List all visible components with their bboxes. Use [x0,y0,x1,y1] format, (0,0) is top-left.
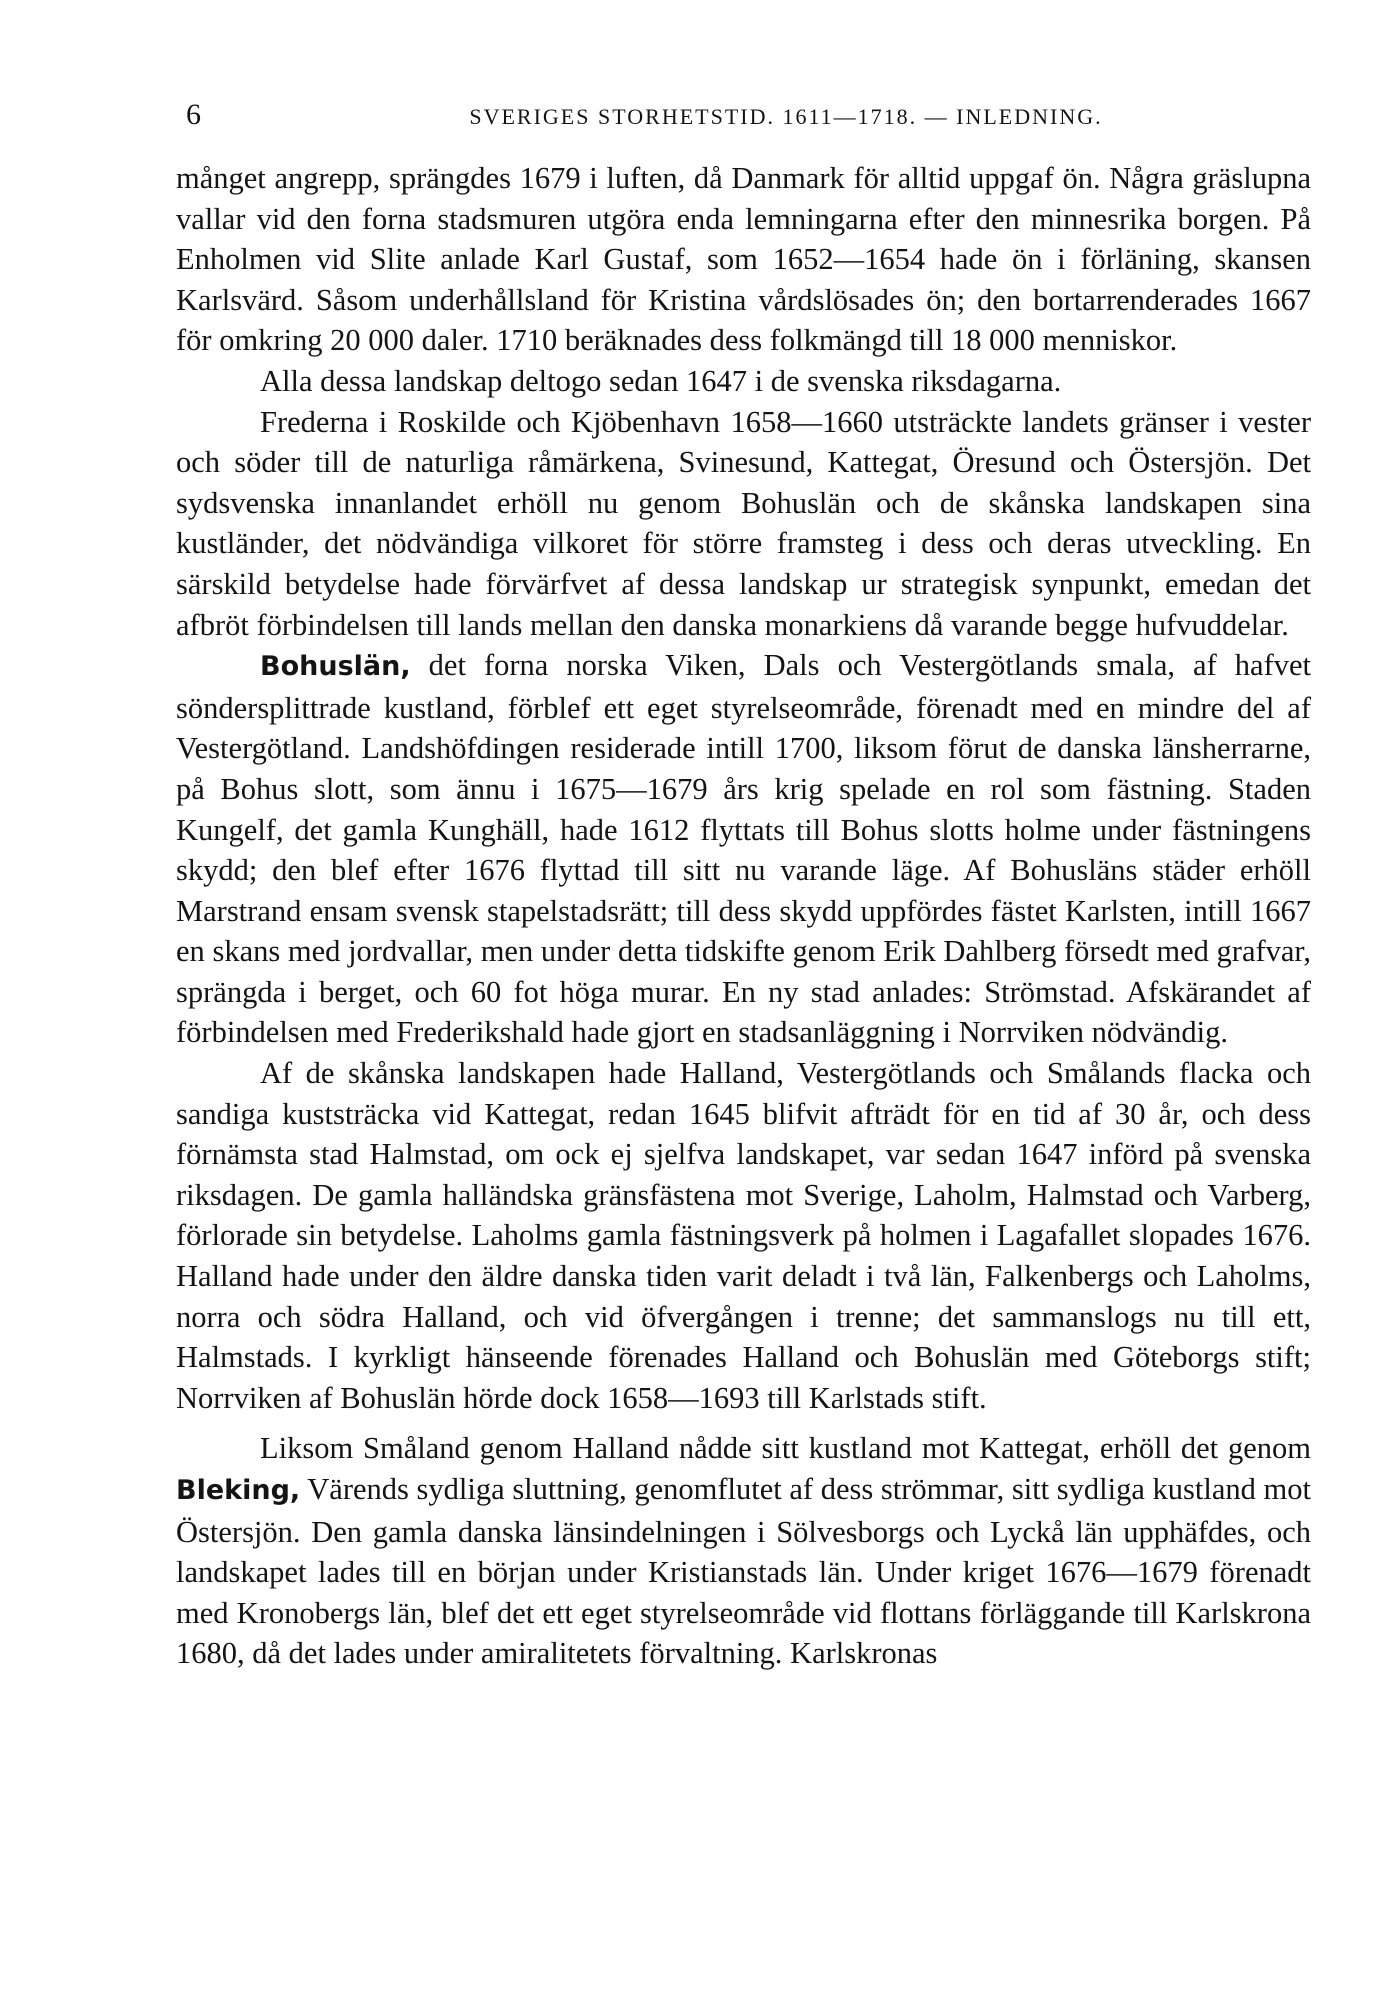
paragraph-gotland-continued: månget angrepp, sprängdes 1679 i luften, då Danmark för alltid uppgaf ön. Några gräslupna vallar vid den forna stadsmuren utgöra enda lemningarna efter den minnesrika borgen. På Enholmen vid Slite anlade Karl Gustaf, som 1652—1654 hade ön i förläning, skansen Karlsvärd. Såsom underhållsland för Kristina vårdslösades ön; den bortarrenderades 1667 för omkring 20 000 daler. 1710 beräknades dess folkmängd till 18 000 menniskor. [176,161,1311,358]
paragraph-bleking-text: Värends sydliga sluttning, genomflutet af dess strömmar, sitt sydliga kustland mot Östersjön. Den gamla danska länsindelningen i Sölvesborgs och Lyckå län upphäfdes, och landskapet lades till en början under Kristianstads län. Under kriget 1676—1679 förenadt med Kronobergs län, blef det ett eget styrelseområde vid flottans förläggande till Karlskrona 1680, då det lades under amiralitetets förvaltning. Karlskronas [176,1472,1311,1671]
keyword-bleking: Bleking, [176,1475,301,1506]
paragraph-bohuslan [176,645,1311,1053]
page-header [186,98,1306,132]
paragraph-peace-treaties: Frederna i Roskilde och Kjöbenhavn 1658—1660 utsträckte landets gränser i vester och söder till de naturliga råmärkena, Svinesund, Kattegat, Öresund och Östersjön. Det sydsvenska innanlandet erhöll nu genom Bohuslän och de skånska landskapen sina kustländer, det nödvändiga vilkoret för större framsteg i dess och deras utveckling. En särskild betydelse hade förvärfvet af dessa landskap ur strategisk synpunkt, emedan det afbröt förbindelsen till lands mellan den danska monarkiens då varande begge hufvuddelar. [176,404,1311,642]
paragraph-bohuslan-text: det forna norska Viken, Dals och Vestergötlands smala, af hafvet söndersplittrade kustland, förblef ett eget styrelseområde, förenadt med en mindre del af Vestergötland. Landshöfdingen residerade intill 1700, liksom förut de danska länsherrarne, på Bohus slott, som ännu i 1675—1679 års krig spelade en rol som fästning. Staden Kungelf, det gamla Kunghäll, hade 1612 flyttats till Bohus slotts holme under fästningens skydd; den blef efter 1676 flyttad till sitt nu varande läge. Af Bohusläns städer erhöll Marstrand ensam svensk stapelstadsrätt; till dess skydd uppfördes fästet Karlsten, intill 1667 en skans med jordvallar, men under detta tidskifte genom Erik Dahlberg försedt med grafvar, sprängda i berget, och 60 fot höga murar. En ny stad anlades: Strömstad. Afskärandet af förbindelsen med Frederikshald hade gjort en stadsanläggning i Norrviken nödvändig. [176,648,1311,1050]
body-text [176,158,1311,1674]
paragraph-bleking-intro: Liksom Småland genom Halland nådde sitt kustland mot Kattegat, erhöll det genom [260,1431,1311,1466]
running-title: SVERIGES STORHETSTID. 1611—1718. — INLEDNING. [469,104,1103,129]
page-number: 6 [186,98,201,131]
keyword-bohuslan: Bohuslän, [260,651,411,683]
paragraph-bleking [176,1428,1311,1674]
paragraph-halland: Af de skånska landskapen hade Halland, Vestergötlands och Smålands flacka och sandiga kuststräcka vid Kattegat, redan 1645 blifvit afträdt för en tid af 30 år, och dess förnämsta stad Halmstad, om ock ej sjelfva landskapet, var sedan 1647 införd på svenska riksdagen. De gamla halländska gränsfästena mot Sverige, Laholm, Halmstad och Varberg, förlorade sin betydelse. Laholms gamla fästningsverk på holmen i Lagafallet slopades 1676. Halland hade under den äldre danska tiden varit deladt i två län, Falkenbergs och Laholms, norra och södra Halland, och vid öfvergången i trenne; det sammanslogs nu till ett, Halmstads. I kyrkligt hänseende förenades Halland och Bohuslän med Göteborgs stift; Norrviken af Bohuslän hörde dock 1658—1693 till Karlstads stift. [176,1056,1311,1415]
paragraph-riksdag: Alla dessa landskap deltogo sedan 1647 i de svenska riksdagarna. [260,363,1062,398]
